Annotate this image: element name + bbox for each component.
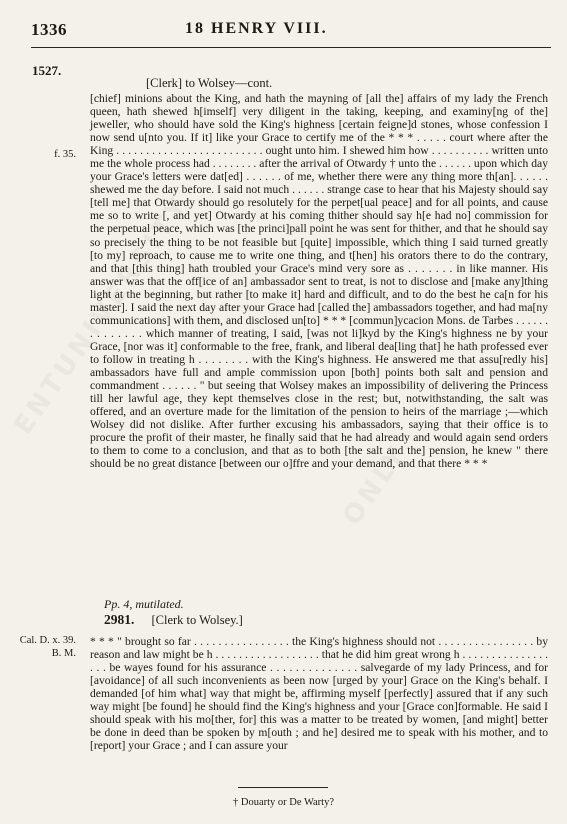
document-note: Pp. 4, mutilated. [104, 597, 184, 611]
watermark: ENTUNIVERSITY [8, 189, 197, 441]
letter-body [90, 92, 548, 470]
document-paragraph: * * * " brought so far . . . . . . . . . . . . . . . . the King's highness should not . . . . . . . . . . . . . . . . by reason and law might be h . . . . . . . . . . . . . . . . . . that he did him great wrong h . . . . . . . . . . . . . . . . . . be wayes found for his assurance . . . . . . . . . . . . . . salvegarde of my lady Princess, and for [avoidance] of all such inconvenients as been now [urged by your] Grace on the King's behalf. I demanded [of him what] way that might be, affirming myself [perfectly] assured that if any such way might [be found] he should find the King's highness and your [Grace con]formable. He said I should speak with his mo[ther, for] this was a matter to be treated by women, [and might] better be done in deed than be spoken by m[outh ; and he] desired me to speak with his mother, and to [report] your Grace ; and I can assure your [90, 635, 548, 753]
watermark: ONLY [337, 439, 415, 531]
letter-heading: [Clerk] to Wolsey—cont. [146, 76, 273, 90]
header-rule [31, 47, 551, 48]
letter-paragraph: [chief] minions about the King, and hath the mayning of [all the] affairs of my lady the French queen, hath shewed h[imself] very diligent in the taking, keeping, and examiny[ng of the] jeweller, who should have sold the King's highness [certain feigne]d stones, whose confession I now send u[nto you. If it] like your Grace to certify me of the * * * . . . . . court where after the King . . . . . . . . . . . . . . . . . . . . . . . . . ought unto him. I shewed him how . . . . . . . . . . written unto me the whole process had . . . . . . . . after the arrival of Otwardy † unto the . . . . . . upon which day your Grace's letters were dat[ed] . . . . . . of me, whether there were any thing more th[an]. . . . . . shewed me the day before. I said not much . . . . . . strange case to hear that his Majesty should say [tell me] that Otwardy should go resolutely for the perpet[ual peace] and for all points, and cause me so to write [, and yet] Otwardy at his coming thither should say h[e had no] commission for the perpetual peace, which was [the princi]pall point he was sent for thither, and that he should say so precisely the thing to be not feasible but [quite] impossible, which thing I said turned greatly [to my] reproach, to cause me to write one thing, and t[hen] his orators there to do the contrary, and that [this thing] hath troubled your Grace's mind very sore as . . . . . . . in like manner. His answer was that the off[ice of an] ambassador sent to treat, is not to disclose and [make any]thing light at the beginning, but rather [to make it] hard and difficult, and to do the best he ca[n for his master]. I said the next day after your Grace had [called the] ambassadors together, and had ma[ny communications] with them, and disclosed un[to] * * * [commun]ycacion Mons. de Tarbes . . . . . . . . . . . . . . which manner of treating, I said, [was not li]kyd by the King's highness ne by your Grace, [nor was it] conformable to the free, frank, and liberal dea[ling that] he hath professed ever to follow in treating h . . . . . . . . with the King's highness. He answered me that assu[redly his] ambassadors have full and ample commission upon [both] points both salt and pension and commandment . . . . . . " but seeing that Wolsey makes an impossibility of delivering the Princess till her lawful age, they kept themselves close in the rest; but, notwithstanding, the salt was offered, and an overture made for the limitation of the pension to heirs of the marriage ;—which Wolsey did not dislike. After further excusing his ambassadors, saying that their office is to procure the profit of their master, he finally said that he had already and would again send orders to them to come to a conclusion, and that as to both [the salt and the] pension, he knew " there should be no great distance [between our o]ffre and your demand, and that there * * * [90, 92, 548, 471]
document-number: 2981. [104, 612, 135, 627]
repository-reference: B. M. [51, 648, 76, 659]
year-label: 1527. [32, 63, 62, 78]
manuscript-reference: Cal. D. x. 39. [19, 635, 76, 646]
page-number: 1336 [31, 20, 67, 39]
folio-reference: f. 35. [54, 149, 76, 160]
document-title: [Clerk to Wolsey.] [151, 613, 243, 627]
document-heading [90, 612, 550, 628]
document-body [90, 635, 548, 752]
running-title: 18 HENRY VIII. [185, 20, 328, 37]
page-header [0, 20, 567, 42]
footnote: † Douarty or De Warty? [232, 797, 334, 808]
footnote-rule [238, 787, 328, 788]
